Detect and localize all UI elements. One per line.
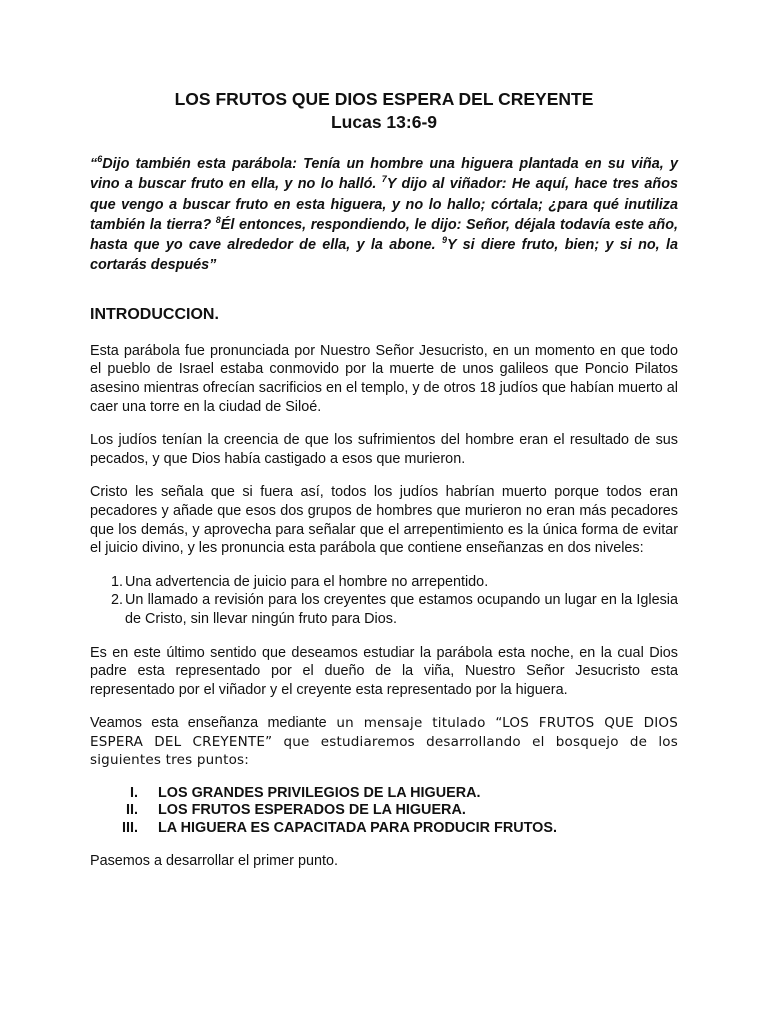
- list-marker: 2.: [111, 592, 124, 609]
- message-rest: un mensaje titulado “LOS FRUTOS QUE DIOS ESPERA DEL CREYENTE” que estudiaremos desarrollando el bosquejo de los siguientes tres puntos:: [90, 715, 678, 769]
- quote-open-mark: “: [90, 156, 98, 172]
- teaching-levels-paragraph: Cristo les señala que si fuera así, todos los judíos habrían muerto porque todos eran pecadores y añade que esos dos grupos de hombres que murieron no eran más pecadores que los demás, y aprovecha para señalar que el arrepentimiento es la única forma de evitar el juicio divino, y les pronuncia esta parábola que contiene enseñanzas en dos niveles:: [90, 484, 678, 557]
- verse-number-8: 8: [215, 215, 221, 226]
- message-lead: Veamos esta enseñanza mediante: [90, 715, 327, 732]
- outline-point: [90, 785, 678, 802]
- list-item-text: Un llamado a revisión para los creyentes que estamos ocupando un lugar en la Iglesia de Cristo, sin llevar ningún fruto para Dios.: [125, 592, 678, 627]
- list-marker: 1.: [111, 573, 124, 590]
- scripture-quote: [90, 154, 678, 276]
- list-item: [90, 573, 678, 592]
- message-paragraph: [90, 714, 678, 770]
- verse-number-9: 9: [441, 235, 447, 246]
- roman-marker: I.: [130, 785, 138, 802]
- scripture-reference: Lucas 13:6-9: [330, 112, 438, 132]
- intro-paragraph: Esta parábola fue pronunciada por Nuestro Señor Jesucristo, en un momento en que todo el pueblo de Israel estaba conmovido por la muerte de unos galileos que Poncio Pilatos asesino mientras ofrecían sacrificios en el templo, y de otros 18 judíos que habían muerto al caer una torre en la ciudad de Siloé.: [90, 342, 678, 415]
- outline-point-text: LA HIGUERA ES CAPACITADA PARA PRODUCIR FRUTOS.: [158, 819, 557, 836]
- representation-paragraph: Es en este último sentido que deseamos estudiar la parábola esta noche, en la cual Dios padre esta representado por el dueño de la viña, Nuestro Señor Jesucristo esta representado por el viñador y el creyente esta representado por la higuera.: [90, 644, 678, 698]
- list-item-text: Una advertencia de juicio para el hombre no arrepentido.: [125, 573, 489, 590]
- belief-paragraph: Los judíos tenían la creencia de que los sufrimientos del hombre eran el resultado de sus pecados, y que Dios había castigado a esos que murieron.: [90, 432, 678, 467]
- outline-point: [90, 802, 678, 819]
- outline-point: [90, 820, 678, 837]
- outline-point-text: LOS GRANDES PRIVILEGIOS DE LA HIGUERA.: [158, 785, 481, 802]
- document-page: [90, 88, 678, 885]
- document-title: LOS FRUTOS QUE DIOS ESPERA DEL CREYENTE: [174, 89, 594, 109]
- introduction-heading: INTRODUCCION.: [90, 305, 219, 323]
- verse-8: Él entonces, respondiendo, le dijo: Señor, déjala todavía este año, hasta que yo cave alrededor de ella, y la abone.: [90, 216, 678, 254]
- outline-point-text: LOS FRUTOS ESPERADOS DE LA HIGUERA.: [158, 802, 466, 819]
- verse-number-7: 7: [381, 174, 387, 185]
- closing-paragraph: Pasemos a desarrollar el primer punto.: [90, 853, 338, 870]
- list-item: [90, 591, 678, 628]
- verse-6: Dijo también esta parábola: Tenía un hombre una higuera plantada en su viña, y vino a buscar fruto en ella, y no lo halló.: [90, 156, 678, 193]
- roman-marker: III.: [122, 819, 138, 836]
- verse-9: Y si diere fruto, bien; y si no, la cortarás después”: [90, 237, 678, 274]
- roman-marker: II.: [126, 802, 138, 819]
- verse-7: Y dijo al viñador: He aquí, hace tres años que vengo a buscar fruto en esta higuera, y no lo hallo; córtala; ¿para qué inutiliza también la tierra?: [90, 176, 679, 233]
- teaching-levels-list: [90, 573, 678, 629]
- outline-points-list: [90, 785, 678, 837]
- verse-number-6: 6: [97, 154, 103, 165]
